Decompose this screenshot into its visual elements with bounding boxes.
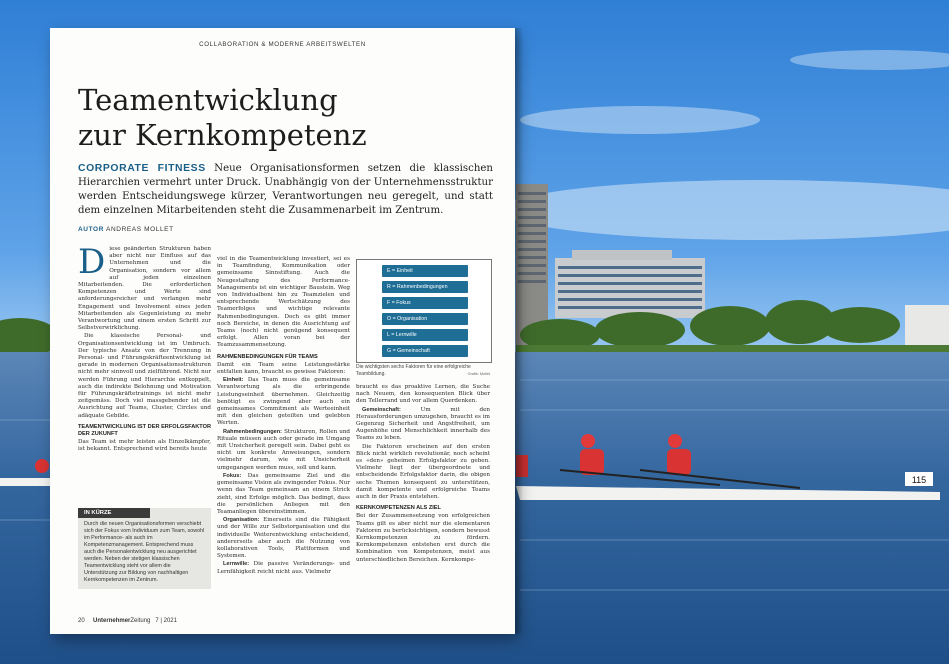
factor-lernwille-text: Die passive Veränderungs- und Lernfähigkeit reicht nicht aus. Vielmehr (217, 561, 350, 575)
lead-text: Neue Organisationsformen setzen die klassischen Hierarchien vermehrt unter Druck. Unabhängig von der Unternehmensstruktur werden Entscheidungswege kürzer, Verantwortungen neu geregelt, und statt dem einzelnen Mitarbeitenden steht die Zusammenarbeit im Zentrum. (78, 163, 493, 216)
col2-subheading: RAHMENBEDINGUNGEN FÜR TEAMS (217, 353, 318, 360)
diagram-item: F = Fokus (382, 297, 468, 309)
section-kicker: COLLABORATION & MODERNE ARBEITSWELTEN (199, 41, 366, 48)
magazine-name-rest: Zeitung (130, 618, 151, 624)
column-3 (356, 384, 490, 565)
factor-rahmen-label: Rahmenbedingungen: (223, 428, 283, 435)
factor-einheit-text: Das Team muss die gemeinsame Verantwortung als die erbringende Leistungseinheit übernehmen. Gleichzeitig benötigt es zwingend aber auch ein gemeinsames Commitment als Werteeinheit mit den gleichen geteilten und gelebten Werten. (217, 377, 350, 427)
title-line-2: zur Kernkompetenz (78, 118, 367, 152)
caption-source: Grafik: Mollet (467, 371, 490, 376)
factor-gemeinschaft-text: Um mit den Herausforderungen umzugehen, braucht es im Gegenzug Sicherheit und Angstfreiheit, um Augenhöhe und Menschlichkeit innerhalb des Teams zu leben. (356, 406, 490, 442)
diagram-item: L = Lernwille (382, 329, 468, 341)
factors-diagram (356, 259, 492, 363)
factor-lernwille-label: Lernwille: (223, 561, 250, 568)
article-title (78, 83, 367, 153)
factor-fokus-label: Fokus: (223, 472, 242, 479)
page-footer (78, 618, 177, 624)
column-1 (78, 242, 211, 455)
factor-rahmen-text: Strukturen, Rollen und Rituale müssen auch oder gerade im Umgang mit Unsicherheit geregelt sein. Dabei geht es nicht um konkrete Anweisungen, sondern vielmehr darum, wie mit Unsicherheit umgegangen werden muss, soll und kann. (217, 428, 350, 471)
magazine-page (50, 28, 515, 634)
author-line (78, 226, 174, 233)
diagram-item: O = Organisation (382, 313, 468, 325)
diagram-item: G = Gemeinschaft (382, 345, 468, 357)
col2-paragraph-1: viel in die Teamentwicklung investiert, sei es in Teamfindung, Kommunikation oder gemeinsame Sinnstiftung. Auch die Neugestaltung des Performance-Managements ist ein wichtiger Baustein. Weg von Individualboni hin zu Teamzielen und entsprechende Wertschätzung des Teamerfolges und wichtige relevante Rahmenbedingungen. Doch es gibt immer noch Bereiche, in denen die Ausrichtung auf Teams (noch) nicht genügend konsequent erfolgt. Allen voran bei der Teamzusammensetzung. (217, 256, 350, 349)
col1-paragraph-2: Die klassische Personal- und Organisationsentwicklung ist im Umbruch. Der typische Ansatz von der Trennung in Personal- und Führungskräfteentwicklung ist gerade in modernen Organisationsstrukturen nicht mehr sinnvoll und zielführend. Nicht nur werden Führung und Hierarchie entkoppelt, auch die indirekte Belohnung und Motivation für Führungskräftetrainings ist nicht mehr zeitgemäss. Doch viel massgebender ist die Ausrichtung auf Teams, Cluster, Circles und adäquate Gebilde. (78, 333, 211, 419)
author-name: ANDREAS MOLLET (104, 226, 174, 233)
page-number: 20 (78, 618, 85, 624)
lead-tag: CORPORATE FITNESS (78, 163, 206, 174)
lead-paragraph (78, 162, 493, 218)
title-line-1: Teamentwicklung (78, 83, 338, 117)
summary-body: Durch die neuen Organisationsformen verschiebt sich der Fokus vom Individuum zum Team, sowohl im Performance- als auch im Kompetenzmanagement. Entsprechend muss auch die Personalentwicklung neu ausgerichtet werden. Neben der stetigen klassischen Teamentwicklung steht vor allem die Unterstützung zur Bildung von nachhaltigen Kernkompetenzen im Zentrum. (84, 521, 205, 583)
author-label: AUTOR (78, 226, 104, 233)
col3-paragraph-1: braucht es das proaktive Lernen, die Suche nach Neuem, den konsequenten Blick über den Tellerrand und vor allem Querdenken. (356, 384, 490, 405)
diagram-caption (356, 364, 490, 377)
caption-text: Die wichtigsten sechs Faktoren für eine erfolgreiche Teambildung. (356, 364, 471, 377)
col2-paragraph-2: Damit ein Team seine Leistungsstärke entfalten kann, braucht es gewisse Faktoren: (217, 361, 350, 376)
col3-paragraph-2: Die Faktoren erscheinen auf den ersten Blick nicht wirklich revolutionär, noch scheint es «den» geheimen Erfolgsfaktor zu geben. Vielmehr liegt der übergeordnete und entscheidende Erfolgsfaktor darin, die obigen sechs Themen konsequent zu unterstützen, damit kompetente und erfolgreiche Teams auch in der Praxis entstehen. (356, 443, 490, 501)
factor-organisation-text: Einerseits sind die Fähigkeit und der Wille zur Selbstorganisation und die individuelle Weiterentwicklung entscheidend, andererseits aber auch die Nutzung von kollaborativen Tools, Plattformen und Systemen. (217, 517, 350, 560)
diagram-item: R = Rahmenbedingungen (382, 281, 468, 293)
column-2 (217, 256, 350, 577)
col3-paragraph-3: Bei der Zusammensetzung von erfolgreichen Teams gilt es aber nicht nur die elementaren Faktoren zu berücksichtigen, sondern bewusst Kernkompetenzen zu fördern. Kernkompetenzen entstehen erst durch die Kombination von Kompetenzen, meist aus unterschiedlichen Bereichen. Kernkompe- (356, 513, 490, 563)
factor-gemeinschaft-label: Gemeinschaft: (362, 406, 401, 413)
magazine-name-bold: Unternehmer (93, 618, 131, 624)
summary-heading: IN KÜRZE (78, 508, 150, 518)
boat-number: 115 (911, 475, 927, 485)
col1-paragraph-1: iese geänderten Strukturen haben aber nicht nur Einfluss auf das Unternehmen und die Organisation, sondern vor allem auf jeden einzelnen Mitarbeitenden. Die erforderlichen Kompetenzen und Werte sind anforderungsreicher und verlangen mehr Engagement und Involvement eines jeden Mitarbeitenden als Gegenleistung zu mehr Verantwortung und einem ersten Schritt zur Selbstverwirklichung. (78, 246, 211, 332)
page-edge-shadow (515, 28, 523, 634)
col1-paragraph-3: Das Team ist mehr leisten als Einzelkämpfer, ist bekannt. Entsprechend wird bereits heute (78, 439, 211, 453)
factor-fokus-text: Das gemeinsame Ziel und die gemeinsame Vision als zwingender Fokus. Nur wenn das Team gemeinsam an einem Strick zieht, sind Erfolge möglich. Das bedingt, dass die persönlichen Anliegen mit den Teamanliegen übereinstimmen. (217, 472, 350, 515)
issue-number: 7 | 2021 (155, 618, 177, 624)
drop-cap: D (78, 242, 106, 282)
col3-subheading: KERNKOMPETENZEN ALS ZIEL (356, 505, 441, 512)
summary-box (78, 508, 211, 589)
factor-organisation-label: Organisation: (223, 517, 260, 524)
diagram-item: E = Einheit (382, 265, 468, 277)
col1-subheading: TEAMENTWICKLUNG IST DER ERFOLGSFAKTOR DER ZUKUNFT (78, 423, 211, 438)
factor-einheit-label: Einheit: (223, 377, 244, 384)
